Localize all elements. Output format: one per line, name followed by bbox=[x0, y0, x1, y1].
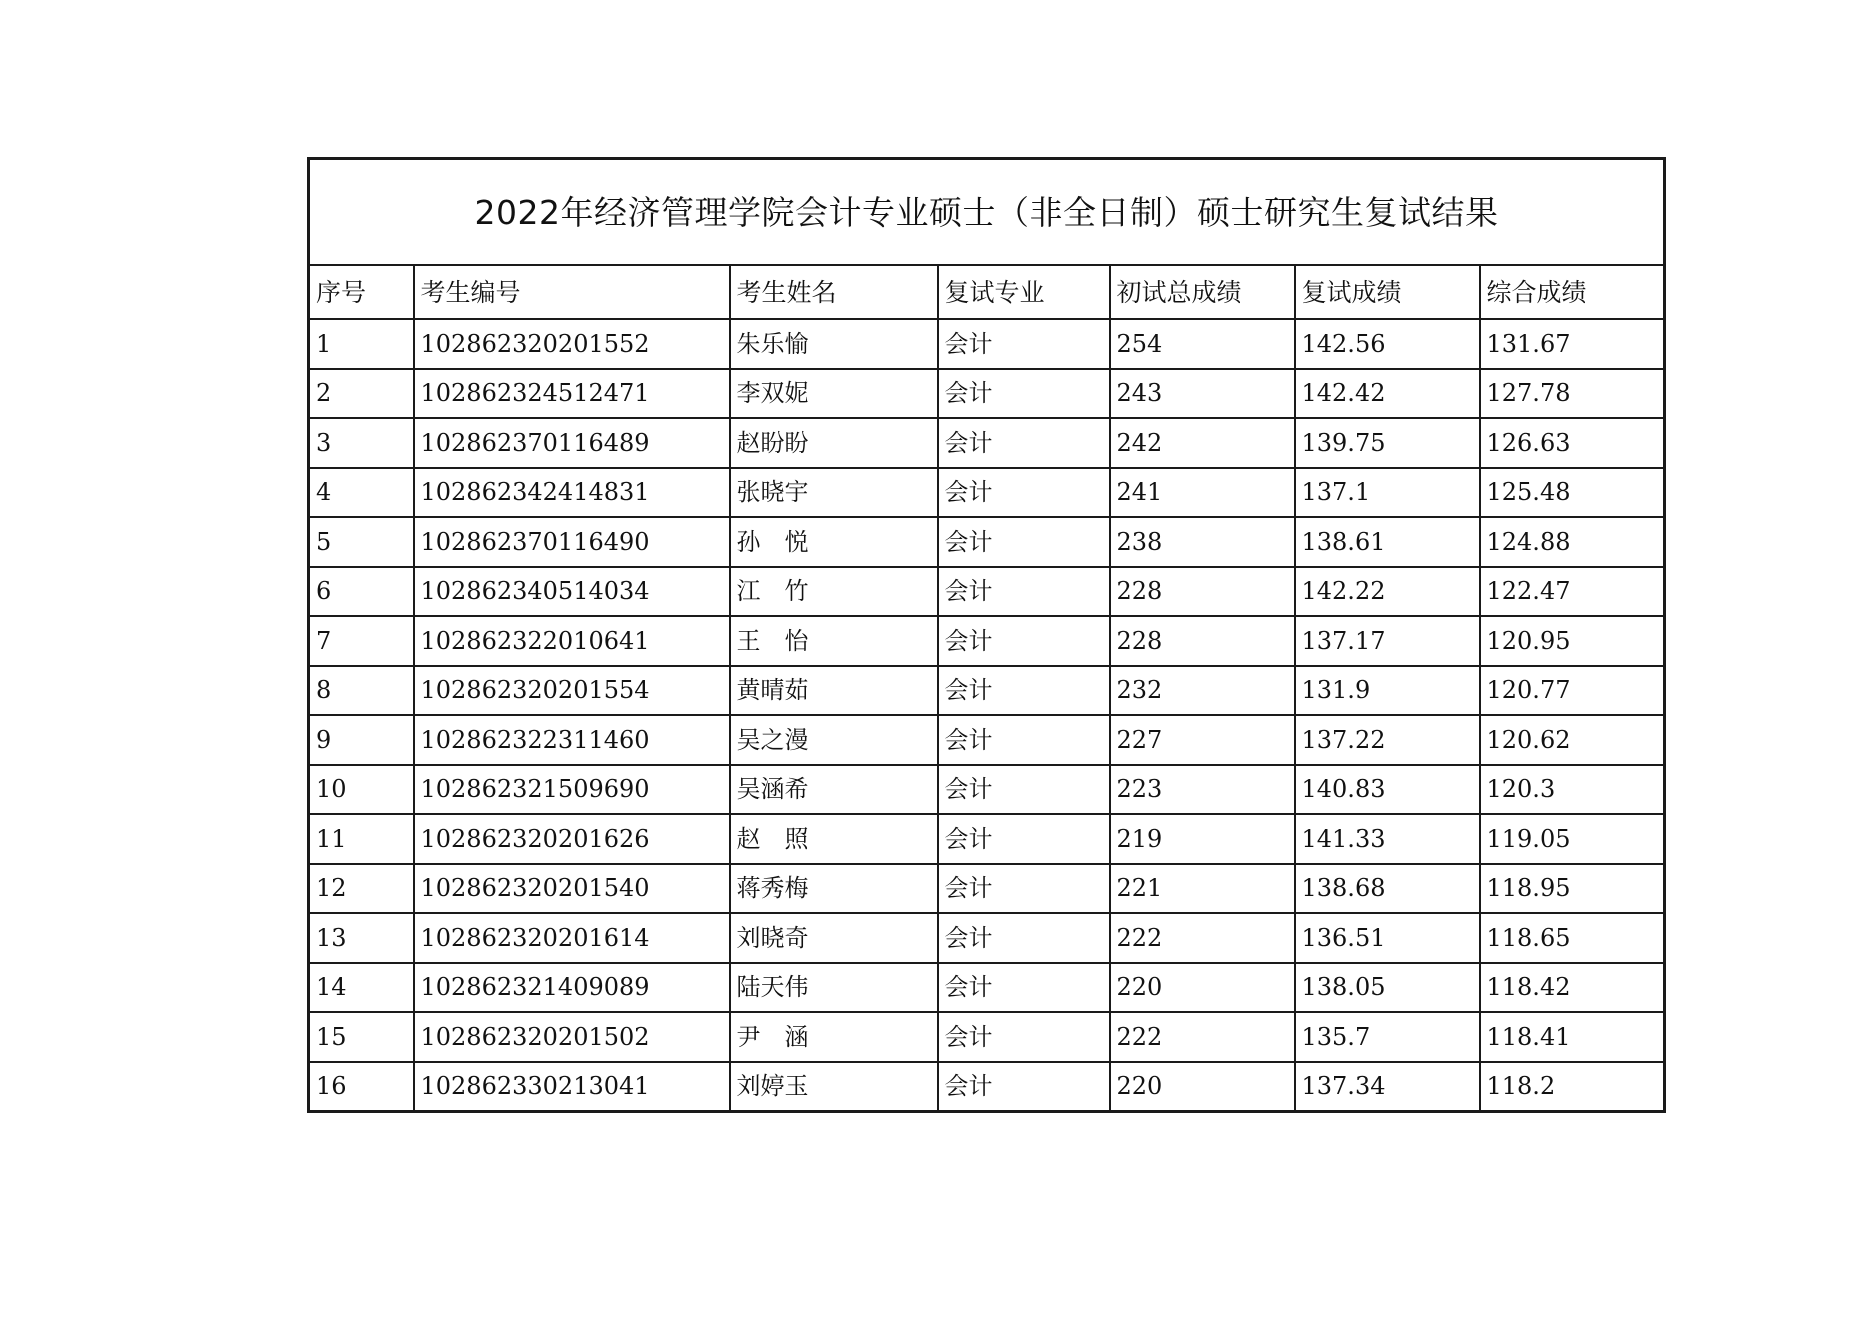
cell-initial-score: 220 bbox=[1110, 1062, 1295, 1112]
cell-retest-score: 137.17 bbox=[1295, 616, 1480, 666]
cell-major: 会计 bbox=[938, 468, 1110, 518]
cell-initial-score: 243 bbox=[1110, 369, 1295, 419]
cell-initial-score: 222 bbox=[1110, 1012, 1295, 1062]
cell-retest-score: 142.42 bbox=[1295, 369, 1480, 419]
cell-exam-id: 102862370116490 bbox=[414, 517, 730, 567]
cell-retest-score: 137.34 bbox=[1295, 1062, 1480, 1112]
cell-retest-score: 142.22 bbox=[1295, 567, 1480, 617]
cell-initial-score: 221 bbox=[1110, 864, 1295, 914]
cell-name: 吴涵希 bbox=[730, 765, 938, 815]
cell-exam-id: 102862324512471 bbox=[414, 369, 730, 419]
cell-seq: 13 bbox=[309, 913, 414, 963]
cell-major: 会计 bbox=[938, 864, 1110, 914]
cell-seq: 16 bbox=[309, 1062, 414, 1112]
cell-initial-score: 220 bbox=[1110, 963, 1295, 1013]
cell-major: 会计 bbox=[938, 517, 1110, 567]
cell-exam-id: 102862330213041 bbox=[414, 1062, 730, 1112]
cell-seq: 10 bbox=[309, 765, 414, 815]
table-row bbox=[309, 616, 1665, 666]
cell-major: 会计 bbox=[938, 1062, 1110, 1112]
cell-initial-score: 254 bbox=[1110, 319, 1295, 369]
cell-major: 会计 bbox=[938, 319, 1110, 369]
cell-major: 会计 bbox=[938, 418, 1110, 468]
cell-major: 会计 bbox=[938, 567, 1110, 617]
cell-name: 黄晴茹 bbox=[730, 666, 938, 716]
cell-exam-id: 102862321509690 bbox=[414, 765, 730, 815]
table-row bbox=[309, 567, 1665, 617]
cell-name: 朱乐愉 bbox=[730, 319, 938, 369]
column-header-seq: 序号 bbox=[309, 265, 414, 319]
cell-initial-score: 222 bbox=[1110, 913, 1295, 963]
cell-seq: 2 bbox=[309, 369, 414, 419]
cell-total-score: 122.47 bbox=[1480, 567, 1665, 617]
cell-seq: 14 bbox=[309, 963, 414, 1013]
cell-exam-id: 102862321409089 bbox=[414, 963, 730, 1013]
cell-seq: 7 bbox=[309, 616, 414, 666]
table-row bbox=[309, 468, 1665, 518]
cell-initial-score: 223 bbox=[1110, 765, 1295, 815]
table-row bbox=[309, 913, 1665, 963]
cell-exam-id: 102862322311460 bbox=[414, 715, 730, 765]
table-row bbox=[309, 517, 1665, 567]
table-row bbox=[309, 814, 1665, 864]
cell-total-score: 126.63 bbox=[1480, 418, 1665, 468]
title-row bbox=[309, 159, 1665, 266]
cell-seq: 3 bbox=[309, 418, 414, 468]
cell-initial-score: 227 bbox=[1110, 715, 1295, 765]
cell-retest-score: 138.61 bbox=[1295, 517, 1480, 567]
cell-exam-id: 102862320201614 bbox=[414, 913, 730, 963]
cell-total-score: 118.41 bbox=[1480, 1012, 1665, 1062]
table-row bbox=[309, 1062, 1665, 1112]
cell-total-score: 127.78 bbox=[1480, 369, 1665, 419]
cell-retest-score: 138.05 bbox=[1295, 963, 1480, 1013]
cell-total-score: 118.65 bbox=[1480, 913, 1665, 963]
column-header-retest-score: 复试成绩 bbox=[1295, 265, 1480, 319]
cell-exam-id: 102862340514034 bbox=[414, 567, 730, 617]
cell-retest-score: 136.51 bbox=[1295, 913, 1480, 963]
table-row bbox=[309, 1012, 1665, 1062]
cell-total-score: 120.62 bbox=[1480, 715, 1665, 765]
cell-total-score: 118.2 bbox=[1480, 1062, 1665, 1112]
table-row bbox=[309, 715, 1665, 765]
cell-name: 孙 悦 bbox=[730, 517, 938, 567]
cell-retest-score: 137.1 bbox=[1295, 468, 1480, 518]
cell-total-score: 118.95 bbox=[1480, 864, 1665, 914]
cell-total-score: 118.42 bbox=[1480, 963, 1665, 1013]
cell-exam-id: 102862320201552 bbox=[414, 319, 730, 369]
column-header-name: 考生姓名 bbox=[730, 265, 938, 319]
cell-total-score: 125.48 bbox=[1480, 468, 1665, 518]
cell-retest-score: 142.56 bbox=[1295, 319, 1480, 369]
cell-major: 会计 bbox=[938, 1012, 1110, 1062]
cell-seq: 15 bbox=[309, 1012, 414, 1062]
column-header-total-score: 综合成绩 bbox=[1480, 265, 1665, 319]
cell-retest-score: 131.9 bbox=[1295, 666, 1480, 716]
document-title: 2022年经济管理学院会计专业硕士（非全日制）硕士研究生复试结果 bbox=[309, 159, 1665, 266]
table-row bbox=[309, 864, 1665, 914]
results-document bbox=[307, 157, 1663, 1113]
column-header-initial-score: 初试总成绩 bbox=[1110, 265, 1295, 319]
cell-seq: 5 bbox=[309, 517, 414, 567]
cell-major: 会计 bbox=[938, 913, 1110, 963]
cell-initial-score: 238 bbox=[1110, 517, 1295, 567]
cell-retest-score: 140.83 bbox=[1295, 765, 1480, 815]
cell-exam-id: 102862342414831 bbox=[414, 468, 730, 518]
cell-name: 刘晓奇 bbox=[730, 913, 938, 963]
results-table bbox=[307, 157, 1666, 1113]
cell-retest-score: 139.75 bbox=[1295, 418, 1480, 468]
cell-name: 李双妮 bbox=[730, 369, 938, 419]
table-row bbox=[309, 319, 1665, 369]
cell-exam-id: 102862320201554 bbox=[414, 666, 730, 716]
cell-total-score: 119.05 bbox=[1480, 814, 1665, 864]
cell-major: 会计 bbox=[938, 666, 1110, 716]
cell-major: 会计 bbox=[938, 814, 1110, 864]
cell-initial-score: 228 bbox=[1110, 616, 1295, 666]
table-row bbox=[309, 666, 1665, 716]
cell-initial-score: 219 bbox=[1110, 814, 1295, 864]
cell-exam-id: 102862320201626 bbox=[414, 814, 730, 864]
table-row bbox=[309, 765, 1665, 815]
cell-initial-score: 232 bbox=[1110, 666, 1295, 716]
cell-initial-score: 228 bbox=[1110, 567, 1295, 617]
cell-name: 张晓宇 bbox=[730, 468, 938, 518]
cell-seq: 1 bbox=[309, 319, 414, 369]
cell-retest-score: 135.7 bbox=[1295, 1012, 1480, 1062]
cell-name: 蒋秀梅 bbox=[730, 864, 938, 914]
cell-major: 会计 bbox=[938, 963, 1110, 1013]
cell-exam-id: 102862320201502 bbox=[414, 1012, 730, 1062]
cell-major: 会计 bbox=[938, 369, 1110, 419]
cell-seq: 4 bbox=[309, 468, 414, 518]
cell-seq: 11 bbox=[309, 814, 414, 864]
column-header-exam-id: 考生编号 bbox=[414, 265, 730, 319]
header-row bbox=[309, 265, 1665, 319]
cell-total-score: 120.95 bbox=[1480, 616, 1665, 666]
cell-name: 赵 照 bbox=[730, 814, 938, 864]
cell-seq: 6 bbox=[309, 567, 414, 617]
table-row bbox=[309, 963, 1665, 1013]
cell-retest-score: 137.22 bbox=[1295, 715, 1480, 765]
cell-exam-id: 102862320201540 bbox=[414, 864, 730, 914]
cell-total-score: 120.77 bbox=[1480, 666, 1665, 716]
cell-name: 赵盼盼 bbox=[730, 418, 938, 468]
cell-major: 会计 bbox=[938, 715, 1110, 765]
cell-seq: 9 bbox=[309, 715, 414, 765]
cell-major: 会计 bbox=[938, 765, 1110, 815]
cell-total-score: 131.67 bbox=[1480, 319, 1665, 369]
cell-total-score: 124.88 bbox=[1480, 517, 1665, 567]
cell-total-score: 120.3 bbox=[1480, 765, 1665, 815]
cell-major: 会计 bbox=[938, 616, 1110, 666]
cell-name: 吴之漫 bbox=[730, 715, 938, 765]
table-row bbox=[309, 418, 1665, 468]
cell-retest-score: 141.33 bbox=[1295, 814, 1480, 864]
cell-initial-score: 242 bbox=[1110, 418, 1295, 468]
cell-seq: 8 bbox=[309, 666, 414, 716]
cell-retest-score: 138.68 bbox=[1295, 864, 1480, 914]
cell-exam-id: 102862322010641 bbox=[414, 616, 730, 666]
cell-name: 陆天伟 bbox=[730, 963, 938, 1013]
cell-name: 江 竹 bbox=[730, 567, 938, 617]
cell-exam-id: 102862370116489 bbox=[414, 418, 730, 468]
cell-initial-score: 241 bbox=[1110, 468, 1295, 518]
cell-seq: 12 bbox=[309, 864, 414, 914]
cell-name: 王 怡 bbox=[730, 616, 938, 666]
cell-name: 尹 涵 bbox=[730, 1012, 938, 1062]
table-row bbox=[309, 369, 1665, 419]
cell-name: 刘婷玉 bbox=[730, 1062, 938, 1112]
column-header-major: 复试专业 bbox=[938, 265, 1110, 319]
